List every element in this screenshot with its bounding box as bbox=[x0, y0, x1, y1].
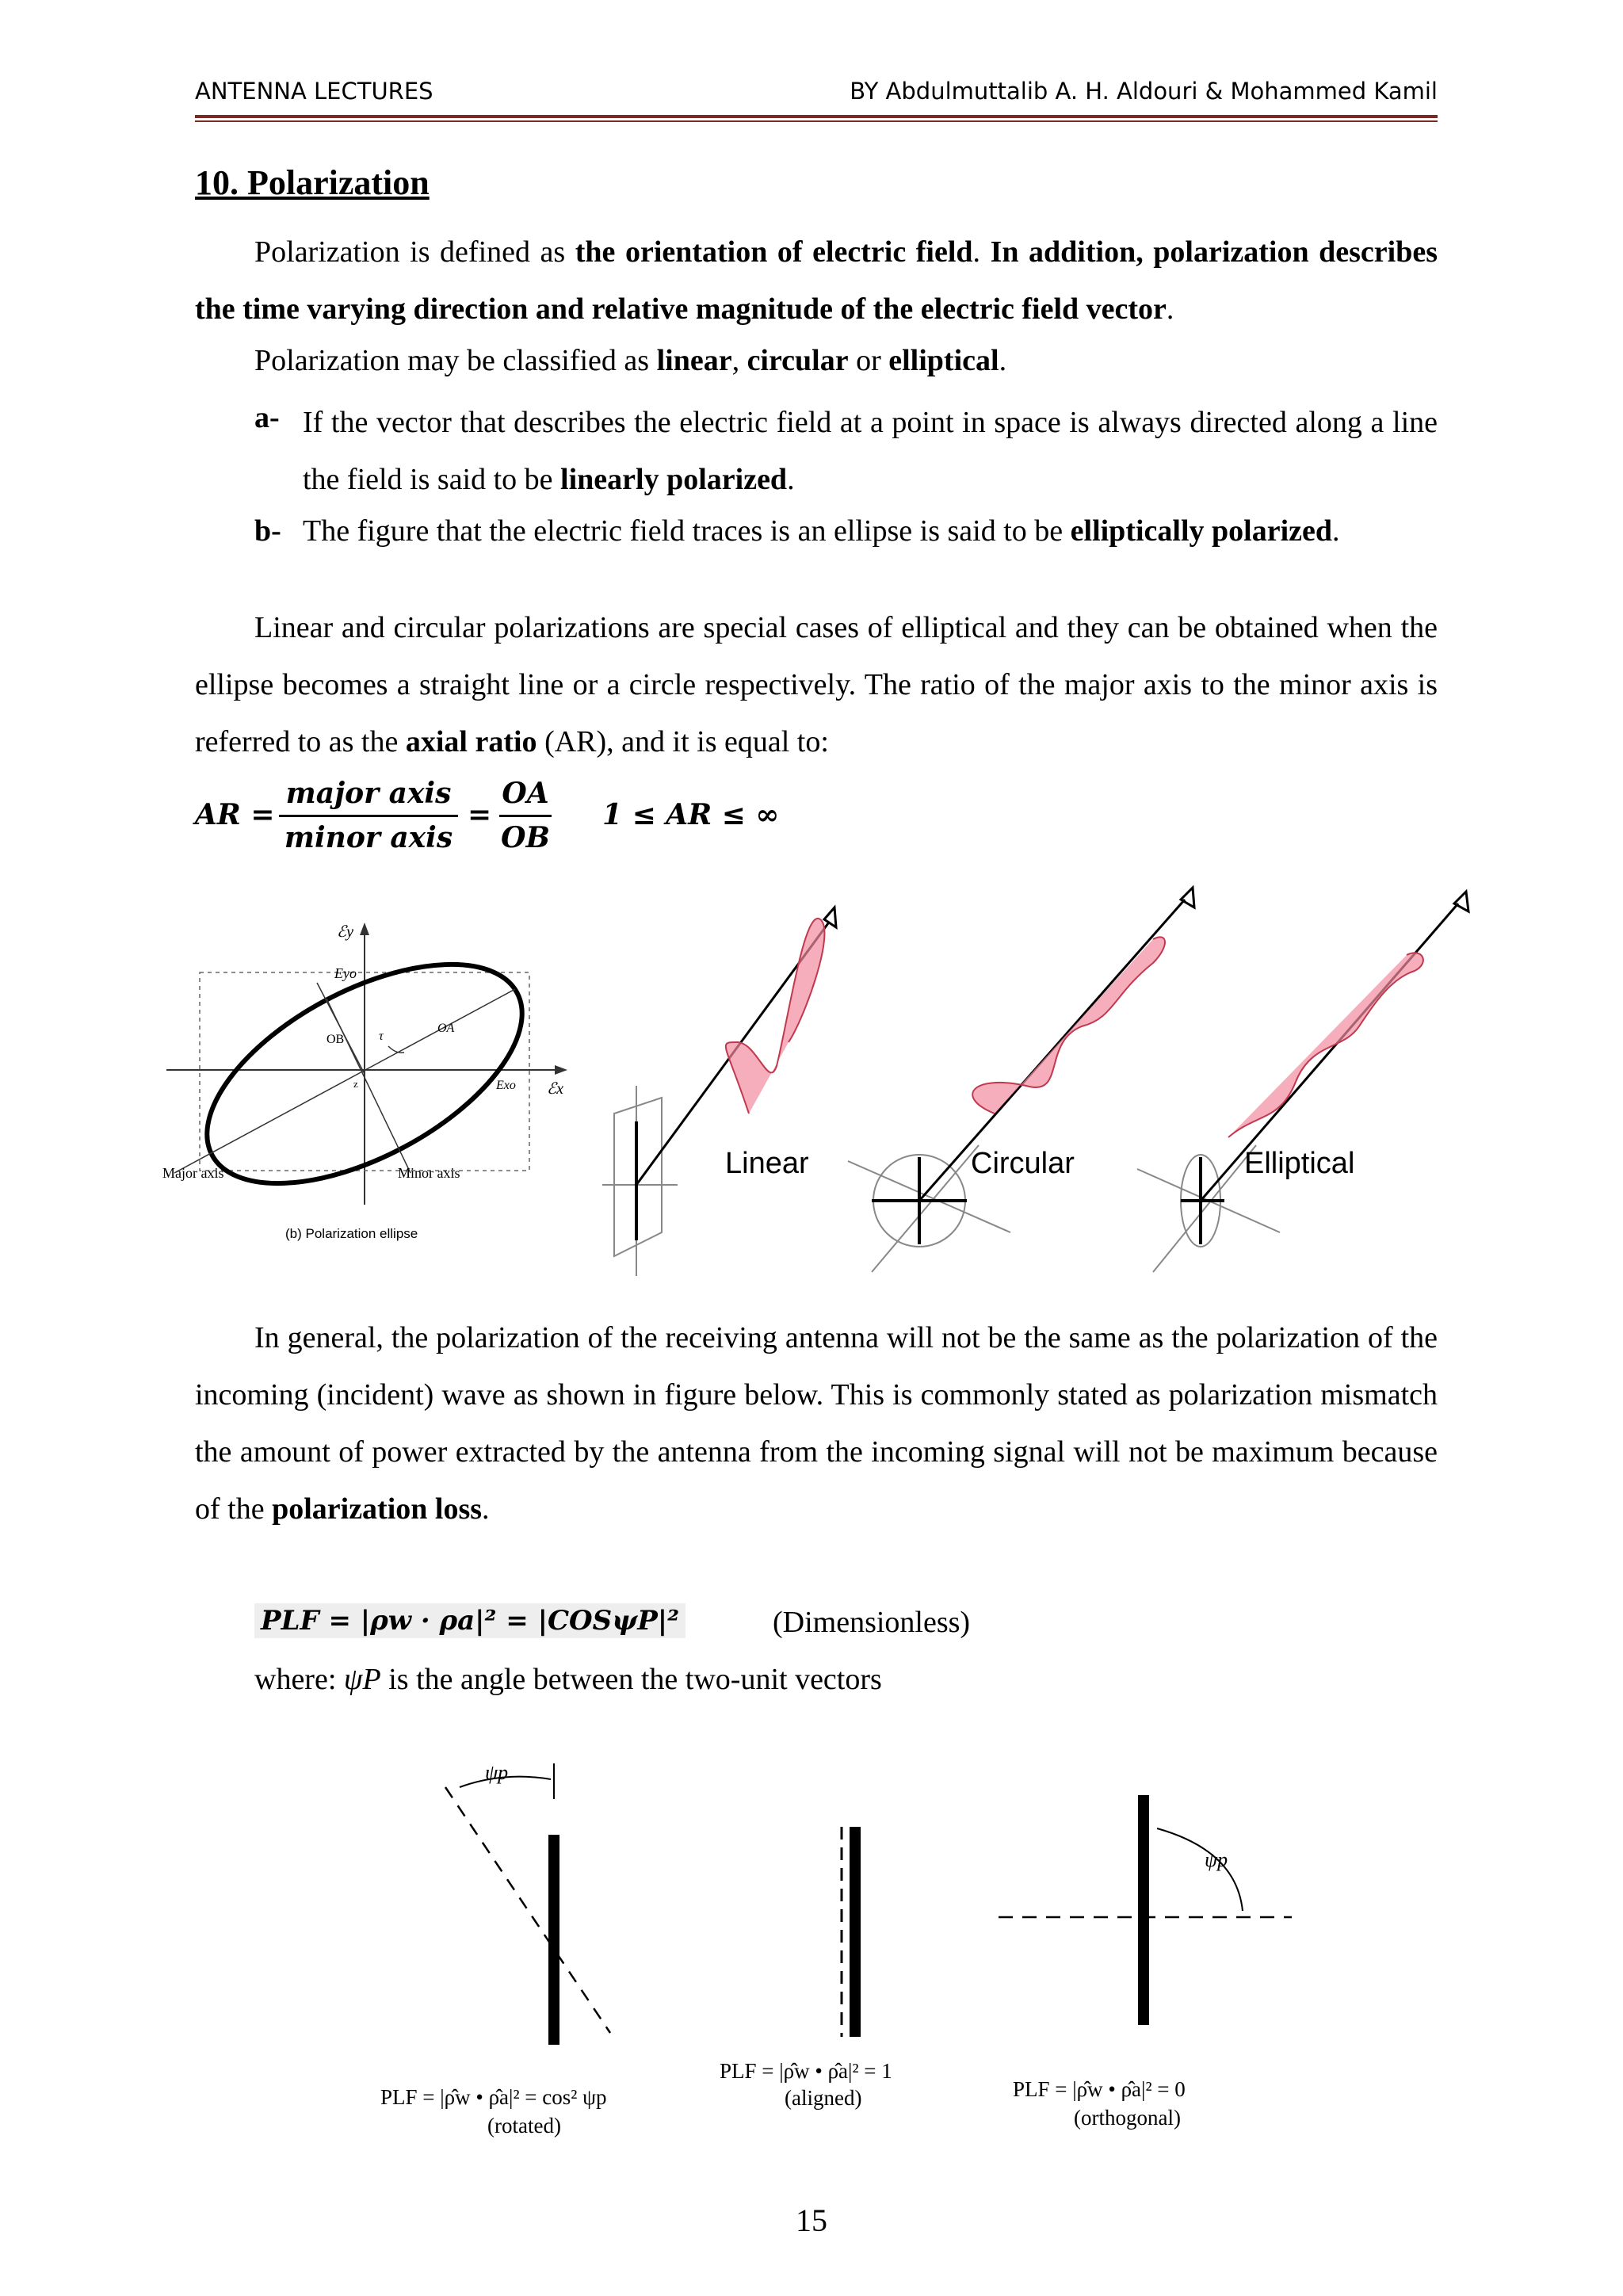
ar-numerator-1: major axis bbox=[285, 777, 452, 810]
p1-bold-2: In addition, polarization describes the time varying direction and relative magnitude of the electric field vector bbox=[195, 235, 1438, 326]
tau-arc bbox=[388, 1046, 404, 1052]
elliptical-wave bbox=[1228, 953, 1423, 1137]
p2-elliptical: elliptical bbox=[888, 344, 999, 377]
plf-equation: PLF = |ρw · ρa|² = |COSψP|² bbox=[254, 1603, 685, 1638]
list-item-b bbox=[303, 514, 1340, 548]
plf-unit: (Dimensionless) bbox=[773, 1606, 971, 1639]
p4-end: . bbox=[482, 1492, 490, 1526]
ar-fraction-bar-2 bbox=[499, 815, 552, 817]
p2-comma: , bbox=[731, 344, 747, 377]
p2-or: or bbox=[848, 344, 889, 377]
p1-text: Polarization is defined as bbox=[254, 235, 575, 269]
x-axis-arrow bbox=[555, 1065, 567, 1075]
orthogonal-case bbox=[999, 1795, 1292, 2130]
polarization-ellipse-figure bbox=[158, 911, 586, 1260]
exo-label: Exo bbox=[496, 1079, 516, 1092]
aligned-case bbox=[720, 1827, 892, 2110]
linear-label: Linear bbox=[725, 1147, 809, 1180]
rotated-label: (rotated) bbox=[487, 2114, 561, 2137]
ar-equals: = bbox=[468, 798, 492, 831]
aligned-equation: PLF = |ρ̂w • ρ̂a|² = 1 bbox=[720, 2059, 892, 2083]
circular-arrow bbox=[1181, 888, 1194, 907]
ar-fraction-bar-1 bbox=[279, 815, 458, 817]
page-header bbox=[195, 78, 1438, 114]
elliptical-arrow bbox=[1454, 892, 1468, 911]
p2-linear: linear bbox=[656, 344, 732, 377]
item-a-end: . bbox=[787, 463, 795, 496]
circular-wave-group bbox=[848, 888, 1194, 1272]
item-a-line1: If the vector that describes the electric field at a point in space is always directed bbox=[303, 406, 1287, 439]
page-number: 15 bbox=[796, 2202, 827, 2238]
ar-range: 1 ≤ AR ≤ ∞ bbox=[602, 798, 780, 831]
polarization-types-figure bbox=[598, 884, 1478, 1276]
linear-wave bbox=[726, 919, 825, 1114]
rotated-psi-label: ψp bbox=[485, 1761, 509, 1784]
circular-axis-2 bbox=[872, 1145, 979, 1272]
where-text: where: bbox=[254, 1663, 344, 1696]
where-line bbox=[254, 1662, 882, 1697]
paragraph-mismatch bbox=[195, 1309, 1438, 1538]
ar-denominator-2: OB bbox=[501, 821, 550, 854]
section-title: 10. Polarization bbox=[195, 163, 430, 202]
orthogonal-antenna bbox=[1138, 1795, 1149, 2025]
circular-wave bbox=[972, 937, 1165, 1114]
header-course: ANTENNA LECTURES bbox=[195, 78, 433, 105]
header-rule-thin bbox=[195, 120, 1438, 122]
p3-end: (AR), and it is equal to: bbox=[537, 725, 829, 758]
minor-axis-label: Minor axis bbox=[398, 1165, 460, 1181]
rotated-antenna bbox=[548, 1835, 559, 2045]
ob-line bbox=[317, 983, 365, 1074]
p1-end: . bbox=[1166, 292, 1174, 326]
ar-denominator-1: minor axis bbox=[284, 821, 453, 854]
elliptical-wave-group bbox=[1137, 892, 1468, 1272]
list-label-a: a- bbox=[254, 401, 280, 434]
ey-label: ℰy bbox=[337, 923, 353, 941]
linear-wave-group bbox=[602, 907, 836, 1276]
circular-label: Circular bbox=[971, 1147, 1075, 1180]
ob-label: OB bbox=[327, 1033, 345, 1046]
aligned-antenna bbox=[850, 1827, 861, 2037]
paragraph-definition bbox=[195, 223, 1438, 338]
z-label: z bbox=[353, 1078, 358, 1090]
header-authors: BY Abdulmuttalib A. H. Aldouri & Mohammed Kamil bbox=[850, 78, 1438, 105]
p3-text: Linear and circular polarizations are special cases of elliptical and they can be obtained when the ellipse becomes a straight line or a circle respectively. The ratio of the major axis to the minor axis is referred to as the bbox=[195, 611, 1438, 758]
oa-label: OA bbox=[437, 1022, 455, 1035]
eyo-label: Eyo bbox=[334, 965, 357, 981]
item-b-bold: elliptically polarized bbox=[1070, 514, 1332, 548]
tau-label: τ bbox=[379, 1030, 384, 1043]
p3-bold: axial ratio bbox=[405, 725, 537, 758]
paragraph-axial-ratio bbox=[195, 599, 1438, 770]
p2-circular: circular bbox=[747, 344, 849, 377]
item-a-bold: linearly polarized bbox=[560, 463, 788, 496]
p4-text: In general, the polarization of the receiving antenna will not be the same as the polarization of the incoming (incident) wave as shown in figure below. This is commonly stated as polarization mismatch the amount of power extracted by the antenna from the incoming signal will not be maximum because of the bbox=[195, 1321, 1438, 1526]
orthogonal-label: (orthogonal) bbox=[1074, 2106, 1181, 2130]
item-b-end: . bbox=[1332, 514, 1340, 548]
ar-lhs: AR = bbox=[195, 798, 275, 831]
elliptical-label: Elliptical bbox=[1244, 1147, 1355, 1180]
orthogonal-psi-arc bbox=[1157, 1828, 1243, 1911]
item-a-line2: along a line the field is said to be bbox=[303, 406, 1438, 496]
elliptical-axis-2 bbox=[1153, 1145, 1256, 1272]
p1-sep: . bbox=[972, 235, 991, 269]
where-psi: ψP bbox=[343, 1663, 381, 1696]
rotated-equation: PLF = |ρ̂w • ρ̂a|² = cos² ψp bbox=[380, 2085, 607, 2109]
y-axis-arrow bbox=[360, 923, 369, 935]
item-b-text: The figure that the electric field traces is an ellipse is said to be bbox=[303, 514, 1071, 548]
ex-label: ℰx bbox=[547, 1080, 563, 1098]
rotated-incident-dashed bbox=[445, 1787, 610, 2033]
orthogonal-psi-label: ψp bbox=[1205, 1848, 1228, 1871]
major-axis-label: Major axis bbox=[162, 1165, 224, 1181]
p2-end: . bbox=[999, 344, 1007, 377]
figure-caption: (b) Polarization ellipse bbox=[285, 1226, 418, 1241]
list-item-a bbox=[303, 394, 1438, 508]
aligned-label: (aligned) bbox=[785, 2086, 862, 2110]
p1-bold-1: the orientation of electric field bbox=[575, 235, 973, 269]
p2-text: Polarization may be classified as bbox=[254, 344, 657, 377]
p4-bold: polarization loss bbox=[272, 1492, 483, 1526]
plf-cases-figure bbox=[372, 1755, 1308, 2152]
where-description: is the angle between the two-unit vectors bbox=[380, 1663, 882, 1696]
list-label-b: b- bbox=[254, 514, 281, 548]
orthogonal-equation: PLF = |ρ̂w • ρ̂a|² = 0 bbox=[1013, 2077, 1186, 2101]
ar-numerator-2: OA bbox=[502, 777, 549, 810]
paragraph-classification bbox=[254, 343, 1006, 378]
header-rule bbox=[195, 115, 1438, 118]
rotated-case bbox=[380, 1761, 610, 2137]
